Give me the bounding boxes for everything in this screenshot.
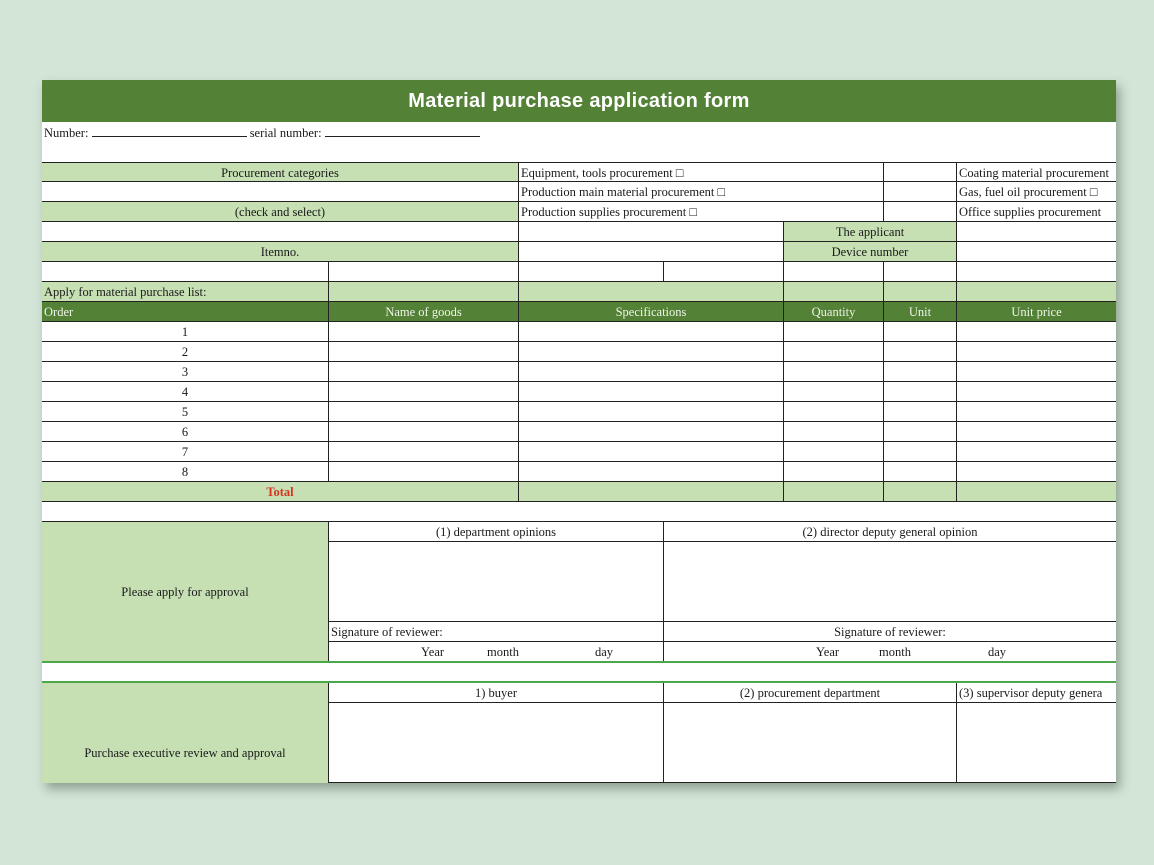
spreadsheet-form [42, 80, 1116, 783]
total-price-cell[interactable] [956, 482, 1116, 502]
purchase-list-label: Apply for material purchase list: [42, 282, 328, 302]
department-opinions-header: (1) department opinions [328, 522, 663, 542]
total-quantity-cell[interactable] [783, 482, 883, 502]
name-cell[interactable] [328, 322, 518, 342]
unit-price-cell[interactable] [956, 342, 1116, 362]
quantity-cell[interactable] [783, 382, 883, 402]
spec-cell[interactable] [518, 422, 783, 442]
name-cell[interactable] [328, 442, 518, 462]
category-option-gas-fuel[interactable]: Gas, fuel oil procurement □ [956, 182, 1116, 202]
serial-number-label: serial number: [249, 126, 322, 140]
executive-section-label: Purchase executive review and approval [42, 683, 328, 783]
blank-cell [956, 282, 1116, 302]
year-label: Year [816, 645, 840, 659]
check-and-select-label: (check and select) [42, 202, 518, 222]
supervisor-header: (3) supervisor deputy genera [956, 683, 1116, 703]
category-option-production-supplies[interactable]: Production supplies procurement □ [518, 202, 883, 222]
total-spec-cell [518, 482, 783, 502]
unit-price-cell[interactable] [956, 402, 1116, 422]
name-cell[interactable] [328, 382, 518, 402]
quantity-cell[interactable] [783, 422, 883, 442]
department-signature-label: Signature of reviewer: [328, 622, 663, 642]
unit-cell[interactable] [883, 382, 956, 402]
order-cell: 6 [42, 422, 328, 442]
applicant-value[interactable] [956, 222, 1116, 242]
unit-price-cell[interactable] [956, 422, 1116, 442]
applicant-label: The applicant [783, 222, 956, 242]
blank-cell[interactable] [42, 182, 518, 202]
blank-cell [883, 182, 956, 202]
unit-price-cell[interactable] [956, 462, 1116, 482]
quantity-cell[interactable] [783, 342, 883, 362]
total-unit-cell [883, 482, 956, 502]
name-cell[interactable] [328, 422, 518, 442]
quantity-cell[interactable] [783, 462, 883, 482]
quantity-cell[interactable] [783, 442, 883, 462]
device-number-label: Device number [783, 242, 956, 262]
column-header-name-of-goods: Name of goods [328, 302, 518, 322]
order-cell: 7 [42, 442, 328, 462]
year-label: Year [421, 645, 445, 659]
director-opinion-field[interactable] [663, 542, 1116, 622]
form-title: Material purchase application form [42, 80, 1116, 122]
blank-cell[interactable] [783, 262, 883, 282]
spec-cell[interactable] [518, 382, 783, 402]
column-header-unit-price: Unit price [956, 302, 1116, 322]
blank-cell [883, 282, 956, 302]
unit-cell[interactable] [883, 422, 956, 442]
approval-section-label: Please apply for approval [42, 522, 328, 662]
unit-cell[interactable] [883, 362, 956, 382]
device-number-value[interactable] [956, 242, 1116, 262]
unit-price-cell[interactable] [956, 382, 1116, 402]
order-cell: 4 [42, 382, 328, 402]
blank-cell[interactable] [518, 222, 783, 242]
blank-cell[interactable] [663, 262, 783, 282]
name-cell[interactable] [328, 462, 518, 482]
director-opinion-header: (2) director deputy general opinion [663, 522, 1116, 542]
blank-cell [883, 202, 956, 222]
quantity-cell[interactable] [783, 322, 883, 342]
spec-cell[interactable] [518, 442, 783, 462]
unit-cell[interactable] [883, 442, 956, 462]
order-cell: 3 [42, 362, 328, 382]
spec-cell[interactable] [518, 462, 783, 482]
department-date-row [328, 642, 663, 662]
itemno-label: Itemno. [42, 242, 518, 262]
order-cell: 1 [42, 322, 328, 342]
itemno-value-cell[interactable] [42, 262, 328, 282]
name-cell[interactable] [328, 362, 518, 382]
procurement-department-field[interactable] [663, 703, 956, 783]
procurement-department-header: (2) procurement department [663, 683, 956, 703]
name-cell[interactable] [328, 342, 518, 362]
blank-cell[interactable] [883, 262, 956, 282]
blank-cell[interactable] [42, 222, 518, 242]
number-row [42, 123, 542, 143]
order-cell: 5 [42, 402, 328, 422]
column-header-unit: Unit [883, 302, 956, 322]
blank-cell[interactable] [518, 242, 783, 262]
spec-cell[interactable] [518, 402, 783, 422]
month-label: month [879, 645, 911, 659]
director-signature-label: Signature of reviewer: [663, 622, 1116, 642]
unit-cell[interactable] [883, 322, 956, 342]
quantity-cell[interactable] [783, 402, 883, 422]
section-divider [42, 661, 1116, 663]
category-option-coating[interactable]: Coating material procurement [956, 162, 1116, 182]
serial-number-field[interactable] [325, 124, 480, 137]
blank-cell[interactable] [956, 262, 1116, 282]
day-label: day [988, 645, 1007, 659]
spacer-row [42, 502, 1116, 522]
quantity-cell[interactable] [783, 362, 883, 382]
order-cell: 2 [42, 342, 328, 362]
blank-cell [328, 282, 518, 302]
department-opinions-field[interactable] [328, 542, 663, 622]
procurement-categories-label: Procurement categories [42, 162, 518, 182]
column-header-quantity: Quantity [783, 302, 883, 322]
blank-cell [783, 282, 883, 302]
spec-cell[interactable] [518, 322, 783, 342]
order-cell: 8 [42, 462, 328, 482]
spec-cell[interactable] [518, 362, 783, 382]
unit-cell[interactable] [883, 342, 956, 362]
column-header-order: Order [42, 302, 328, 322]
blank-cell[interactable] [518, 262, 663, 282]
buyer-field[interactable] [328, 703, 663, 783]
unit-price-cell[interactable] [956, 442, 1116, 462]
supervisor-field[interactable] [956, 703, 1116, 783]
unit-cell[interactable] [883, 462, 956, 482]
number-field[interactable] [92, 124, 247, 137]
day-label: day [595, 645, 614, 659]
unit-price-cell[interactable] [956, 362, 1116, 382]
buyer-header: 1) buyer [328, 683, 663, 703]
itemno-value-cell[interactable] [328, 262, 518, 282]
name-cell[interactable] [328, 402, 518, 422]
column-header-specifications: Specifications [518, 302, 783, 322]
month-label: month [487, 645, 519, 659]
unit-price-cell[interactable] [956, 322, 1116, 342]
total-label: Total [42, 482, 518, 502]
blank-cell [883, 162, 956, 182]
blank-cell [518, 282, 783, 302]
category-option-equipment[interactable]: Equipment, tools procurement □ [518, 162, 883, 182]
category-option-office[interactable]: Office supplies procurement [956, 202, 1116, 222]
category-option-production-main[interactable]: Production main material procurement □ [518, 182, 883, 202]
spec-cell[interactable] [518, 342, 783, 362]
director-date-row [663, 642, 1116, 662]
number-label: Number: [44, 126, 89, 140]
unit-cell[interactable] [883, 402, 956, 422]
